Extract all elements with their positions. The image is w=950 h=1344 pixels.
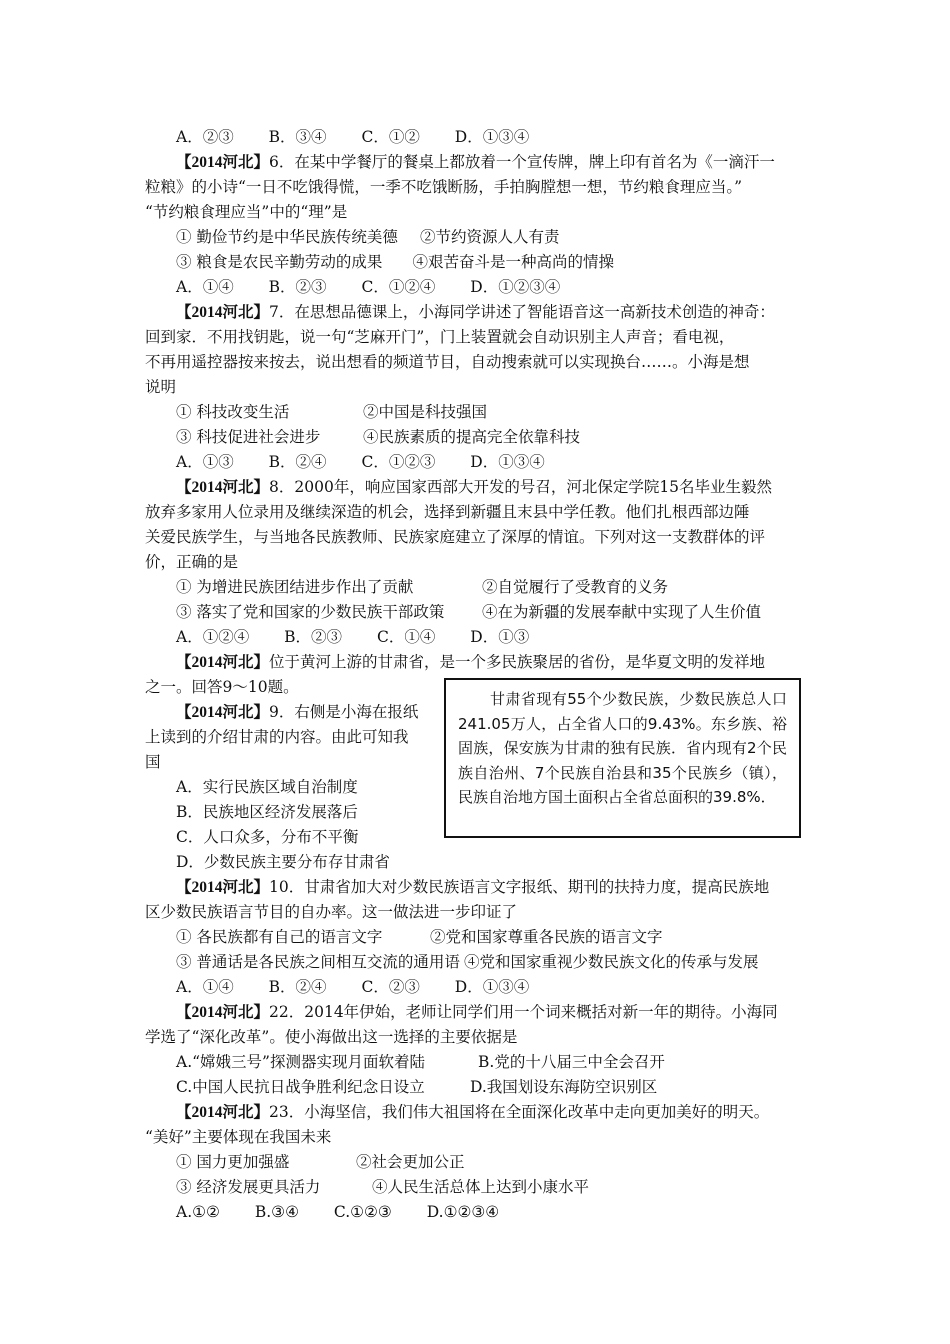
q23-stem-line-2: “美好”主要体现在我国未来 xyxy=(145,1128,332,1146)
q7-statements-2: ③ 科技促进社会进步 ④民族素质的提高完全依靠科技 xyxy=(176,428,581,446)
q5-option-a: A．②③ xyxy=(176,128,234,146)
q9-option-d: D．少数民族主要分布存甘肃省 xyxy=(176,853,390,871)
q7-stem-line-2: 回到家．不用找钥匙，说一句“芝麻开门”，门上装置就会自动识别主人声音；看电视， xyxy=(145,328,735,346)
q7-option-a: A．①③ xyxy=(176,453,234,471)
q6-statements-1: ① 勤俭节约是中华民族传统美德 ②节约资源人人有责 xyxy=(176,228,560,246)
q9-option-b: B．民族地区经济发展落后 xyxy=(176,803,358,821)
q10-option-b: B．②④ xyxy=(268,978,327,996)
q7-source-tag: 【2014河北】 xyxy=(176,304,270,321)
q7-stem-line-1: 【2014河北】7．在思想品德课上，小海同学讲述了智能语音这一高新技术创造的神奇： xyxy=(176,303,775,321)
gansu-info-box xyxy=(444,678,801,838)
q22-option-a: A.“嫦娥三号”探测器实现月面软着陆 xyxy=(176,1053,425,1071)
q22-option-c: C.中国人民抗日战争胜利纪念日设立 xyxy=(176,1078,425,1096)
q6-statements-2: ③ 粮食是农民辛勤劳动的成果 ④艰苦奋斗是一种高尚的情操 xyxy=(176,253,614,271)
q9-stem-line-1: 【2014河北】9．右侧是小海在报纸 xyxy=(176,703,419,721)
intro-9-10-line-1: 【2014河北】位于黄河上游的甘肃省，是一个多民族聚居的省份，是华夏文明的发祥地 xyxy=(176,653,766,671)
q22-option-d: D.我国划设东海防空识别区 xyxy=(470,1078,658,1096)
q6-option-b: B．②③ xyxy=(268,278,327,296)
q22-stem-line-1: 【2014河北】22．2014年伊始，老师让同学们用一个词来概括对新一年的期待。小海同 xyxy=(176,1003,778,1021)
intro-9-10-line-2: 之一。回答9～10题。 xyxy=(145,678,299,696)
q9-option-c: C．人口众多，分布不平衡 xyxy=(176,828,359,846)
q10-source-tag: 【2014河北】 xyxy=(176,879,270,896)
q8-source-tag: 【2014河北】 xyxy=(176,479,270,496)
q23-statements-2: ③ 经济发展更具活力 ④人民生活总体上达到小康水平 xyxy=(176,1178,590,1196)
q8-stem-line-1: 【2014河北】8．2000年，响应国家西部大开发的号召，河北保定学院15名毕业生毅然 xyxy=(176,478,773,496)
q7-statements-1: ① 科技改变生活 ②中国是科技强国 xyxy=(176,403,488,421)
q8-option-c: C．①④ xyxy=(376,628,436,646)
q8-statements-2: ③ 落实了党和国家的少数民族干部政策 ④在为新疆的发展奉献中实现了人生价值 xyxy=(176,603,762,621)
q8-options xyxy=(176,626,529,648)
q10-option-d: D．①③④ xyxy=(454,978,530,996)
q6-option-d: D．①②③④ xyxy=(470,278,561,296)
q8-stem-line-2: 放弃多家用人位录用及继续深造的机会，选择到新疆且末县中学任教。他们扎根西部边陲 xyxy=(145,503,750,521)
q8-option-d: D．①③ xyxy=(470,628,530,646)
q6-option-a: A．①④ xyxy=(176,278,234,296)
q6-stem-line-2: 粒粮》的小诗“一日不吃饿得慌，一季不吃饿断肠，手拍胸膛想一想，节约粮食理应当。” xyxy=(145,178,743,196)
q10-statements-1: ① 各民族都有自己的语言文字 ②党和国家尊重各民族的语言文字 xyxy=(176,928,663,946)
q8-statements-1: ① 为增进民族团结进步作出了贡献 ②自觉履行了受教育的义务 xyxy=(176,578,669,596)
q22-option-b: B.党的十八届三中全会召开 xyxy=(478,1053,665,1071)
q6-option-c: C．①②④ xyxy=(361,278,436,296)
q7-options xyxy=(176,451,545,473)
q7-option-d: D．①③④ xyxy=(470,453,545,471)
q9-stem-line-2: 上读到的介绍甘肃的内容。由此可知我 xyxy=(145,728,409,746)
q5-option-b: B．③④ xyxy=(268,128,327,146)
q23-option-b: B.③④ xyxy=(254,1203,299,1221)
q7-stem-line-3: 不再用遥控器按来按去，说出想看的频道节目，自动搜索就可以实现换台……。小海是想 xyxy=(145,353,750,371)
q23-option-d: D.①②③④ xyxy=(426,1203,500,1221)
q6-source-tag: 【2014河北】 xyxy=(176,154,270,171)
q6-stem-line-1: 【2014河北】6．在某中学餐厅的餐桌上都放着一个宣传牌，牌上印有首名为《一滴汗一 xyxy=(176,153,775,171)
q10-stem-line-1: 【2014河北】10．甘肃省加大对少数民族语言文字报纸、期刊的扶持力度，提高民族地 xyxy=(176,878,770,896)
q5-option-d: D．①③④ xyxy=(454,128,530,146)
gansu-info-text: 甘肃省现有55个少数民族，少数民族总人口241.05万人，占全省人口的9.43%。东乡族、裕固族，保安族为甘肃的独有民族．省内现有2个民族自治州、7个民族自治县和35个民族乡（镇），民族自治地方国土面积占全省总面积的39.8%． xyxy=(458,690,787,806)
q22-options-1 xyxy=(176,1051,665,1073)
q22-stem-line-2: 学选了“深化改革”。使小海做出这一选择的主要依据是 xyxy=(145,1028,518,1046)
q7-option-b: B．②④ xyxy=(268,453,327,471)
q23-stem-line-1: 【2014河北】23．小海坚信，我们伟大祖国将在全面深化改革中走向更加美好的明天。 xyxy=(176,1103,770,1121)
q6-options xyxy=(176,276,560,298)
q22-source-tag: 【2014河北】 xyxy=(176,1004,270,1021)
q5-options xyxy=(176,126,529,148)
q10-option-a: A．①④ xyxy=(176,978,234,996)
q9-stem-line-3: 国 xyxy=(145,753,161,771)
q23-option-c: C.①②③ xyxy=(333,1203,392,1221)
q6-stem-line-3: “节约粮食理应当”中的“理”是 xyxy=(145,203,348,221)
q8-option-a: A．①②④ xyxy=(176,628,250,646)
q10-stem-line-2: 区少数民族语言节目的自办率。这一做法进一步印证了 xyxy=(145,903,518,921)
q7-option-c: C．①②③ xyxy=(361,453,436,471)
q23-option-a: A.①② xyxy=(176,1203,220,1221)
q8-stem-line-4: 价，正确的是 xyxy=(145,553,239,571)
q9-source-tag: 【2014河北】 xyxy=(176,704,270,721)
intro-source-tag: 【2014河北】 xyxy=(176,654,270,671)
q10-option-c: C．②③ xyxy=(361,978,420,996)
q10-statements-2: ③ 普通话是各民族之间相互交流的通用语 ④党和国家重视少数民族文化的传承与发展 xyxy=(176,953,759,971)
q8-option-b: B．②③ xyxy=(284,628,343,646)
q22-options-2 xyxy=(176,1076,657,1098)
q9-option-a: A．实行民族区域自治制度 xyxy=(176,778,358,796)
q23-options xyxy=(176,1201,499,1223)
q10-options xyxy=(176,976,529,998)
q7-stem-line-4: 说明 xyxy=(145,378,177,396)
q5-option-c: C．①② xyxy=(361,128,420,146)
q8-stem-line-3: 关爱民族学生，与当地各民族教师、民族家庭建立了深厚的情谊。下列对这一支教群体的评 xyxy=(145,528,766,546)
q23-source-tag: 【2014河北】 xyxy=(176,1104,270,1121)
q23-statements-1: ① 国力更加强盛 ②社会更加公正 xyxy=(176,1153,465,1171)
